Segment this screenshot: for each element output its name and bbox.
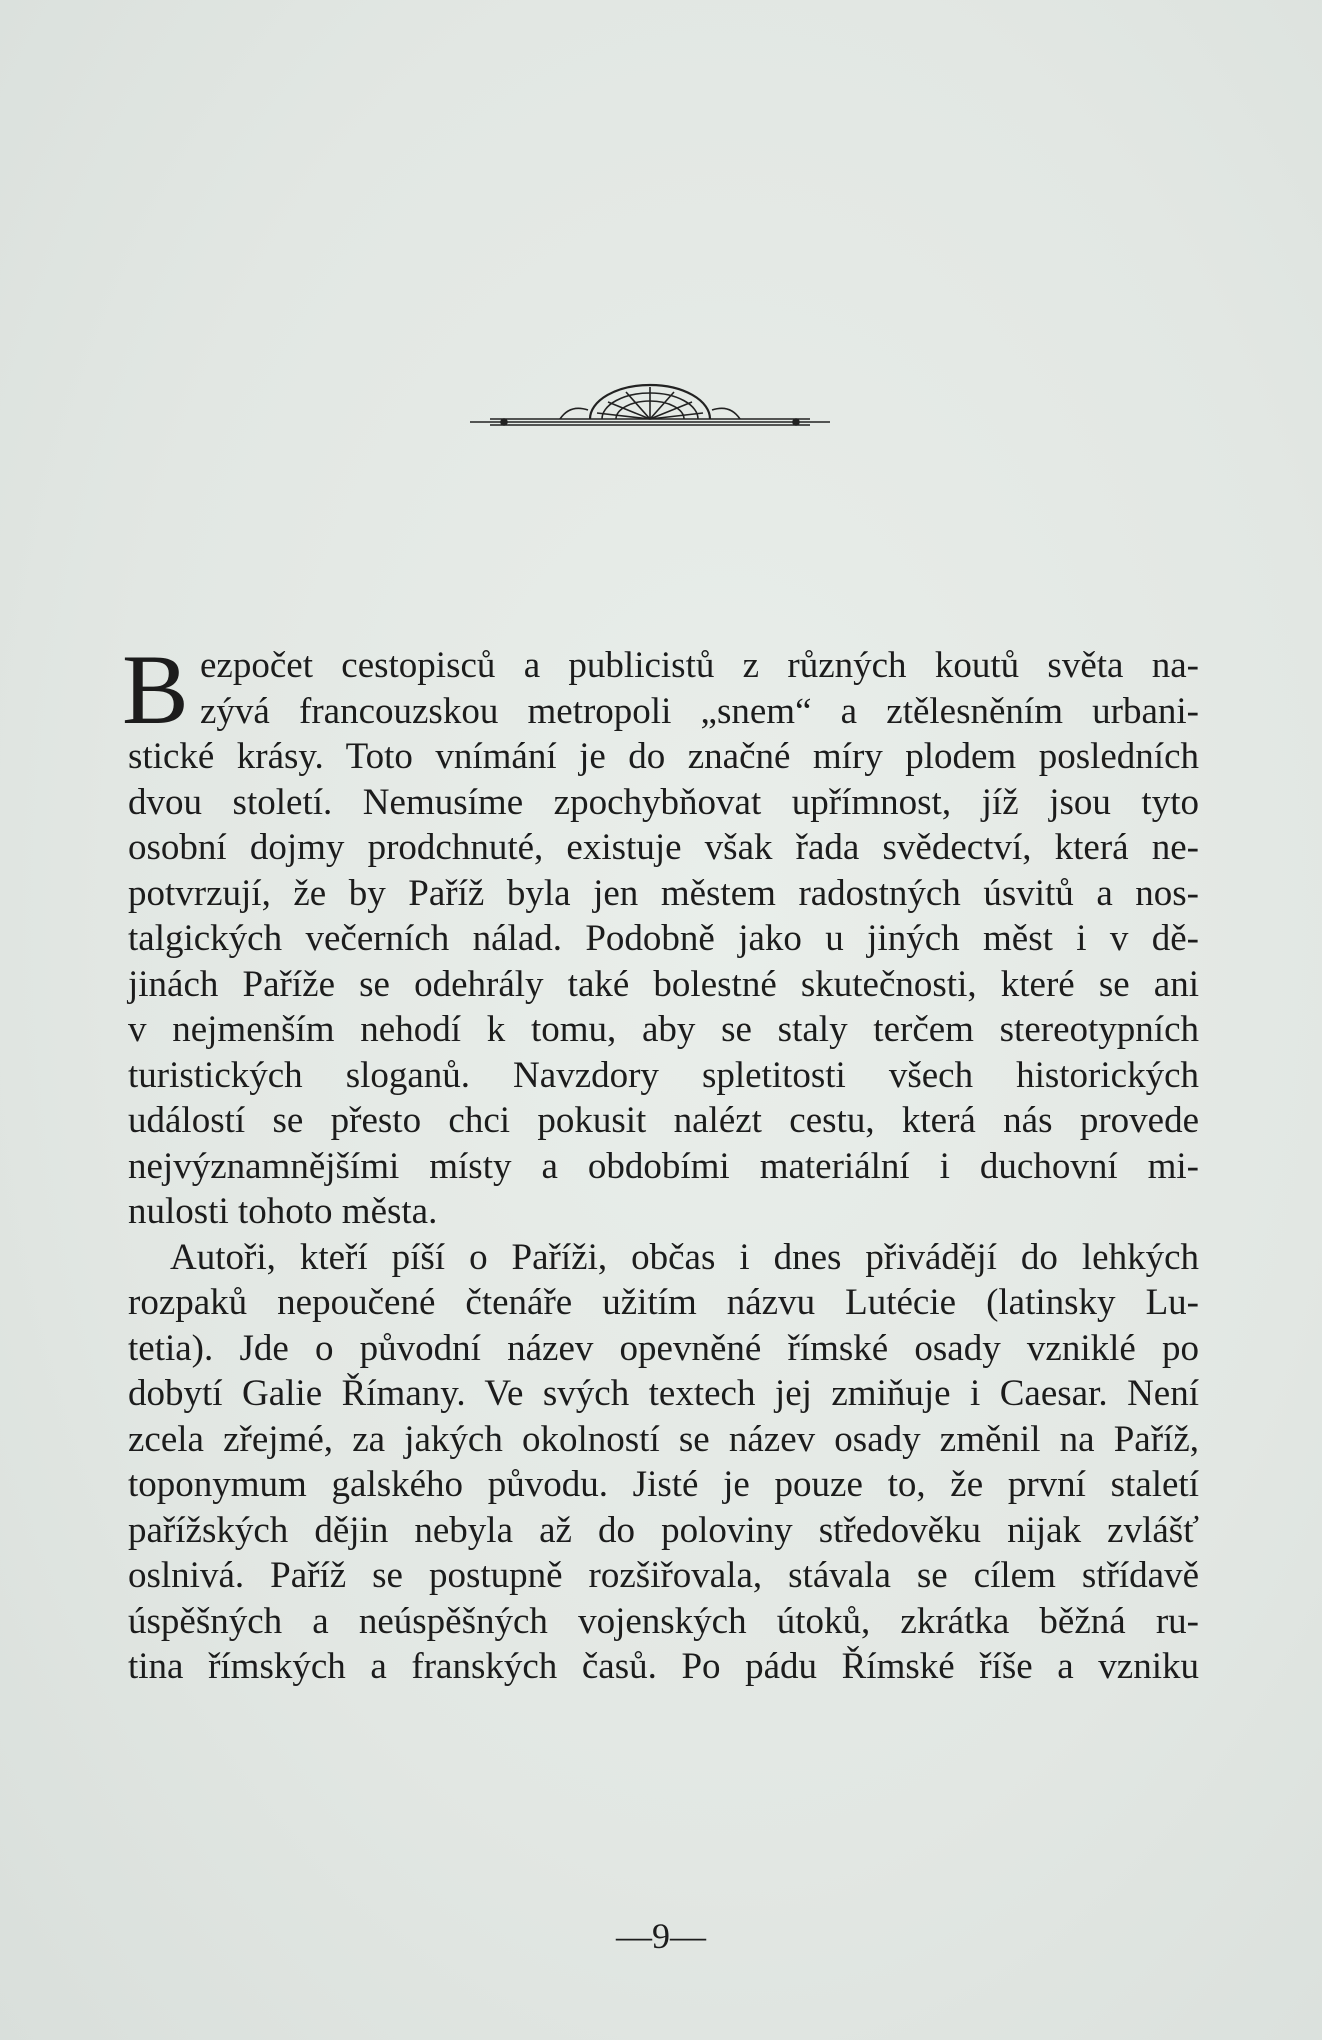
ornament-icon bbox=[470, 378, 830, 428]
text-line: zývá francouzskou metropoli „snem“ a ztělesněním urbani- bbox=[200, 690, 1199, 732]
text-line: tina římských a franských časů. Po pádu Římské říše a vzniku bbox=[128, 1646, 1199, 1687]
text-line: talgických večerních nálad. Podobně jako u jiných měst i v dě- bbox=[128, 918, 1199, 959]
text-line: oslnivá. Paříž se postupně rozšiřovala, stávala se cílem střídavě bbox=[128, 1555, 1199, 1596]
text-line: nejvýznamnějšími místy a obdobími materiální i duchovní mi- bbox=[128, 1145, 1199, 1187]
text-line: stické krásy. Toto vnímání je do značné míry plodem posledních bbox=[128, 736, 1199, 777]
text-line: v nejmenším nehodí k tomu, aby se staly terčem stereotypních bbox=[128, 1009, 1199, 1050]
text-line: osobní dojmy prodchnuté, existuje však řada svědectví, která ne- bbox=[128, 827, 1199, 868]
text-line: Autoři, kteří píší o Paříži, občas i dnes přivádějí do lehkých bbox=[170, 1236, 1199, 1278]
text-line: nulosti tohoto města. bbox=[128, 1191, 438, 1232]
text-line: turistických sloganů. Navzdory spletitosti všech historických bbox=[128, 1054, 1199, 1096]
text-line: událostí se přesto chci pokusit nalézt cestu, která nás provede bbox=[128, 1100, 1199, 1141]
text-line: B ezpočet cestopisců a publicistů z různých koutů světa na- bbox=[122, 634, 1199, 745]
text-line: jinách Paříže se odehrály také bolestné skutečnosti, které se ani bbox=[128, 963, 1199, 1005]
text-line: tetia). Jde o původní název opevněné římské osady vzniklé po bbox=[128, 1327, 1199, 1369]
paragraph-2 bbox=[128, 1235, 1199, 1690]
text-line: pařížských dějin nebyla až do poloviny středověku nijak zvlášť bbox=[128, 1509, 1199, 1551]
text-line: potvrzují, že by Paříž byla jen městem radostných úsvitů a nos- bbox=[128, 872, 1199, 914]
page-number: —9— bbox=[616, 1916, 706, 1956]
paragraph-1 bbox=[122, 634, 1199, 1235]
text-line: zcela zřejmé, za jakých okolností se název osady změnil na Paříž, bbox=[128, 1418, 1199, 1460]
body-text bbox=[122, 634, 1199, 1690]
text-line: dobytí Galie Římany. Ve svých textech jej zmiňuje i Caesar. Není bbox=[128, 1373, 1199, 1414]
drop-cap: B bbox=[122, 634, 189, 745]
text-line: úspěšných a neúspěšných vojenských útoků, zkrátka běžná ru- bbox=[128, 1600, 1199, 1642]
text-line: rozpaků nepoučené čtenáře užitím názvu Lutécie (latinsky Lu- bbox=[128, 1282, 1199, 1323]
text-line: dvou století. Nemusíme zpochybňovat upřímnost, jíž jsou tyto bbox=[128, 781, 1199, 823]
text-line: toponymum galského původu. Jisté je pouze to, že první staletí bbox=[128, 1464, 1199, 1505]
